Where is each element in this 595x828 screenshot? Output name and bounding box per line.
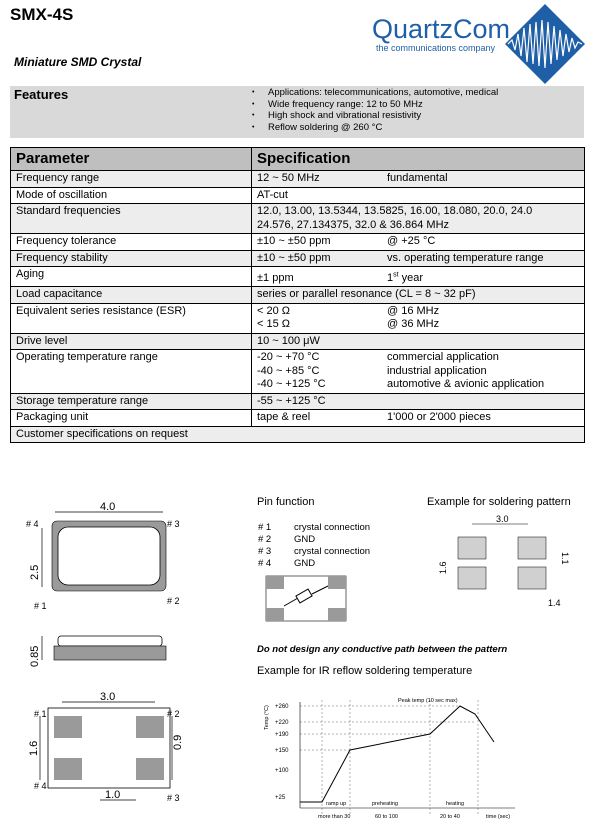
param-cell: Aging: [11, 267, 252, 287]
pin-function-title: Pin function: [257, 496, 315, 508]
spec-cell: [252, 204, 585, 234]
svg-text:+260: +260: [275, 704, 289, 710]
spec-value: ±10 ~ ±50 ppm: [257, 235, 331, 247]
spec-table: [10, 147, 585, 443]
spec-row: [11, 333, 585, 350]
spec-value: series or parallel resonance (CL = 8 ~ 32 pF): [257, 288, 476, 301]
spec-row: [11, 171, 585, 188]
svg-text:GND: GND: [294, 534, 316, 545]
param-cell: Load capacitance: [11, 287, 252, 304]
page-subtitle: Miniature SMD Crystal: [14, 55, 142, 69]
param-cell: Frequency tolerance: [11, 234, 252, 251]
spec-footer: Customer specifications on request: [11, 426, 585, 443]
svg-text:preheating: preheating: [372, 801, 398, 807]
solder-dim: 3.0: [496, 514, 509, 524]
dim-pad-w: 1.0: [105, 789, 121, 801]
svg-text:60 to 100: 60 to 100: [375, 814, 398, 820]
svg-text:Temp (°C): Temp (°C): [264, 705, 270, 730]
svg-text:+190: +190: [275, 732, 289, 738]
spec-row: [11, 187, 585, 204]
dim-width: 4.0: [100, 501, 116, 513]
feature-item: • Applications: telecommunications, automotive, medical: [252, 87, 498, 99]
spec-value: 12.0, 13.00, 13.5344, 13.5825, 16.00, 18.080, 20.0, 24.0: [257, 205, 533, 217]
svg-text:crystal connection: crystal connection: [294, 522, 371, 533]
spec-note: 1st year: [387, 271, 424, 284]
svg-text:# 4: # 4: [258, 558, 272, 569]
spec-value: 10 ~ 100 μW: [257, 334, 320, 347]
spec-value: -40 ~ +85 °C: [257, 364, 320, 377]
features-heading: Features: [14, 87, 69, 102]
spec-note: automotive & avionic application: [387, 378, 545, 391]
dim-height: 2.5: [29, 564, 41, 580]
spec-row: [11, 250, 585, 267]
spec-value: AT-cut: [257, 188, 288, 201]
spec-row: [11, 287, 585, 304]
quartzcom-logo: [370, 4, 585, 84]
spec-value: -55 ~ +125 °C: [257, 394, 326, 407]
drawings-area: [0, 484, 595, 828]
pin-label: # 1: [34, 601, 47, 611]
spec-value: tape & reel: [257, 411, 311, 424]
param-cell: Drive level: [11, 333, 252, 350]
spec-row: [11, 204, 585, 234]
svg-text:# 2: # 2: [258, 534, 272, 545]
svg-text:GND: GND: [294, 558, 316, 569]
spec-value: 24.576, 27.134375, 32.0 & 36.864 MHz: [257, 218, 450, 231]
svg-text:+150: +150: [275, 748, 289, 754]
svg-text:Peak temp (10 sec max): Peak temp (10 sec max): [398, 698, 458, 704]
spec-cell: [252, 303, 585, 333]
param-cell: Mode of oscillation: [11, 187, 252, 204]
reflow-chart: [264, 698, 515, 820]
feature-item: • Wide frequency range: 12 to 50 MHz: [252, 99, 498, 111]
spec-row: [11, 350, 585, 394]
dim-thickness: 0.85: [29, 645, 41, 667]
spec-cell: [252, 393, 585, 410]
spec-cell: [252, 267, 585, 287]
svg-text:heating: heating: [446, 801, 465, 807]
param-cell: Equivalent series resistance (ESR): [11, 303, 252, 333]
dim-pad-h: 0.9: [172, 734, 184, 750]
spec-cell: [252, 234, 585, 251]
solder-dim: 1.4: [548, 598, 561, 608]
feature-item: • High shock and vibrational resistivity: [252, 110, 498, 122]
solder-pattern-block: [427, 496, 571, 608]
svg-text:# 3: # 3: [258, 546, 272, 557]
feature-item: • Reflow soldering @ 260 °C: [252, 122, 498, 134]
spec-row: [11, 267, 585, 287]
spec-cell: [252, 287, 585, 304]
svg-text:# 1: # 1: [258, 522, 272, 533]
spec-header-specification: Specification: [252, 148, 585, 171]
spec-cell: [252, 187, 585, 204]
spec-value: -40 ~ +125 °C: [257, 378, 326, 391]
spec-value: 12 ~ 50 MHz: [257, 172, 320, 184]
pin-label: # 4: [26, 519, 39, 529]
spec-row: [11, 393, 585, 410]
solder-pattern-title: Example for soldering pattern: [427, 496, 571, 508]
spec-note: industrial application: [387, 364, 487, 377]
spec-cell: [252, 410, 585, 427]
svg-text:20 to 40: 20 to 40: [440, 814, 460, 820]
spec-note: @ +25 °C: [387, 235, 436, 247]
spec-cell: [252, 333, 585, 350]
spec-value: < 15 Ω: [257, 318, 290, 331]
spec-row: [11, 303, 585, 333]
spec-row: [11, 234, 585, 251]
svg-text:time (sec): time (sec): [486, 814, 511, 820]
svg-text:more than 30: more than 30: [318, 814, 351, 820]
param-cell: Packaging unit: [11, 410, 252, 427]
pin-label: # 4: [34, 781, 47, 791]
spec-note: fundamental: [387, 172, 448, 184]
spec-note: @ 36 MHz: [387, 318, 440, 331]
spec-cell: [252, 350, 585, 394]
pin-label: # 3: [167, 519, 180, 529]
pin-label: # 2: [167, 709, 180, 719]
svg-text:ramp up: ramp up: [326, 801, 347, 807]
spec-note: commercial application: [387, 351, 499, 364]
spec-note: @ 16 MHz: [387, 304, 440, 317]
spec-note: vs. operating temperature range: [387, 251, 544, 264]
spec-value: -20 ~ +70 °C: [257, 351, 320, 364]
solder-dim: 1.1: [560, 552, 570, 565]
svg-text:+25: +25: [275, 795, 286, 801]
svg-text:+100: +100: [275, 768, 289, 774]
param-cell: Storage temperature range: [11, 393, 252, 410]
svg-text:+220: +220: [275, 720, 289, 726]
solder-dim: 1.6: [438, 561, 448, 574]
spec-value: ±10 ~ ±50 ppm: [257, 251, 331, 264]
page-title: SMX-4S: [10, 5, 74, 24]
dim-pad-height: 1.6: [28, 740, 40, 756]
spec-value: < 20 Ω: [257, 304, 290, 317]
spec-row: [11, 410, 585, 427]
pin-function-block: [257, 496, 370, 621]
svg-text:crystal connection: crystal connection: [294, 546, 371, 557]
pin-label: # 3: [167, 793, 180, 803]
pin-label: # 2: [167, 596, 180, 606]
package-top-view: [26, 501, 180, 611]
spec-value: ±1 ppm: [257, 271, 294, 284]
pin-label: # 1: [34, 709, 47, 719]
reflow-title: Example for IR reflow soldering temperature: [257, 665, 473, 677]
spec-cell: [252, 171, 585, 188]
logo-tagline: the communications company: [376, 43, 496, 53]
logo-name: QuartzCom: [372, 14, 511, 44]
dim-pitch: 3.0: [100, 691, 116, 703]
package-side-view: [29, 636, 166, 667]
spec-cell: [252, 250, 585, 267]
features-list: [252, 87, 498, 133]
warning-note: Do not design any conductive path between the pattern: [257, 644, 508, 655]
spec-header-parameter: Parameter: [11, 148, 252, 171]
param-cell: Frequency range: [11, 171, 252, 188]
package-bottom-view: [28, 691, 184, 803]
spec-note: 1'000 or 2'000 pieces: [387, 411, 491, 424]
param-cell: Standard frequencies: [11, 204, 252, 234]
param-cell: Frequency stability: [11, 250, 252, 267]
param-cell: Operating temperature range: [11, 350, 252, 394]
